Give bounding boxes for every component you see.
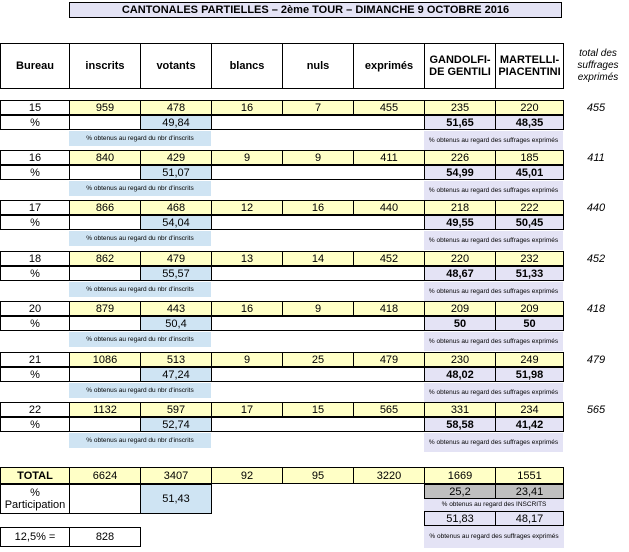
- note-inscrits: % obtenus au regard du nbr d'inscrits: [69, 231, 211, 246]
- pct-empty-cell: [69, 115, 141, 130]
- pct-votants-cell: 52,74: [140, 417, 212, 432]
- header-bureau: Bureau: [0, 43, 70, 89]
- bureau-bureau-cell: 18: [0, 251, 70, 266]
- participation-value: 51,43: [140, 484, 212, 514]
- note-inscrits: % obtenus au regard du nbr d'inscrits: [69, 383, 211, 398]
- bureau-exprimes-cell: 452: [353, 251, 425, 266]
- pct-empty-span: [211, 165, 425, 180]
- pct-label: %: [0, 417, 70, 432]
- bureau-exprimes-cell: 411: [353, 150, 425, 165]
- bureau-nuls-cell: 14: [282, 251, 354, 266]
- bureau-votants-cell: 597: [140, 402, 212, 417]
- bureau-cand1-cell: 230: [424, 352, 496, 367]
- bureau-bureau-cell: 15: [0, 100, 70, 115]
- bureau-exprimes-cell: 479: [353, 352, 425, 367]
- pct-empty-cell: [69, 367, 141, 382]
- bureau-bureau-cell: 22: [0, 402, 70, 417]
- bureau-nuls-cell: 25: [282, 352, 354, 367]
- bureau-votants-cell: 468: [140, 200, 212, 215]
- bureau-exprimes-cell: 455: [353, 100, 425, 115]
- pct-cand2-cell: 45,01: [495, 165, 564, 180]
- total-label-cell: TOTAL: [0, 467, 70, 484]
- page-title: CANTONALES PARTIELLES – 2ème TOUR – DIMANCHE 9 OCTOBRE 2016: [69, 2, 562, 18]
- pct-votants-cell: 47,24: [140, 367, 212, 382]
- pct-empty-span: [211, 417, 425, 432]
- bureau-total-cell: 411: [587, 151, 605, 164]
- bureau-cand1-cell: 209: [424, 301, 496, 316]
- bureau-total-cell: 418: [586, 302, 606, 315]
- bureau-votants-cell: 513: [140, 352, 212, 367]
- pct-label: %: [0, 115, 70, 130]
- bureau-cand1-cell: 220: [424, 251, 496, 266]
- total-cand2-cell: 1551: [495, 467, 564, 484]
- header-nuls: nuls: [282, 43, 354, 89]
- participation-label: % Participation: [0, 484, 70, 514]
- pct-empty-cell: [69, 266, 141, 281]
- bureau-inscrits-cell: 862: [69, 251, 141, 266]
- bureau-votants-cell: 479: [140, 251, 212, 266]
- bureau-total-cell: 479: [586, 353, 606, 366]
- bureau-cand2-cell: 222: [495, 200, 564, 215]
- note-suffrages: % obtenus au regard des suffrages exprimés: [424, 282, 563, 301]
- bureau-inscrits-cell: 879: [69, 301, 141, 316]
- bureau-cand2-cell: 232: [495, 251, 564, 266]
- threshold-value: 828: [69, 527, 141, 547]
- bureau-blancs-cell: 12: [211, 200, 283, 215]
- bureau-blancs-cell: 9: [211, 352, 283, 367]
- bureau-inscrits-cell: 840: [69, 150, 141, 165]
- note-suffrages: % obtenus au regard des suffrages exprimés: [424, 332, 563, 351]
- header-cand2: MARTELLI-PIACENTINI: [495, 43, 564, 89]
- header-total-suffrages: total des suffrages exprimés: [577, 48, 619, 83]
- pct-inscrits-cand2: 23,41: [495, 484, 564, 499]
- note-inscrits: % obtenus au regard du nbr d'inscrits: [69, 433, 211, 448]
- pct-suffrages-cand2: 48,17: [495, 511, 564, 526]
- pct-votants-cell: 55,57: [140, 266, 212, 281]
- pct-cand2-cell: 51,98: [495, 367, 564, 382]
- bureau-total-cell: 440: [586, 201, 606, 214]
- pct-label: %: [0, 367, 70, 382]
- pct-cand2-cell: 51,33: [495, 266, 564, 281]
- pct-cand1-cell: 48,02: [424, 367, 496, 382]
- total-blancs-cell: 92: [211, 467, 283, 484]
- bureau-bureau-cell: 20: [0, 301, 70, 316]
- bureau-nuls-cell: 7: [282, 100, 354, 115]
- note-suffrages: % obtenus au regard des suffrages exprimés: [424, 181, 563, 200]
- pct-cand1-cell: 58,58: [424, 417, 496, 432]
- bureau-nuls-cell: 9: [282, 150, 354, 165]
- header-inscrits: inscrits: [69, 43, 141, 89]
- pct-empty-span: [211, 316, 425, 331]
- bureau-total-cell: 565: [586, 403, 606, 416]
- bureau-exprimes-cell: 440: [353, 200, 425, 215]
- header-cand1: GANDOLFI-DE GENTILI: [424, 43, 496, 89]
- bureau-votants-cell: 478: [140, 100, 212, 115]
- total-exprimes-cell: 3220: [353, 467, 425, 484]
- pct-empty-cell: [69, 417, 141, 432]
- bureau-nuls-cell: 15: [282, 402, 354, 417]
- threshold-label: 12,5% =: [0, 527, 70, 547]
- total-nuls-cell: 95: [282, 467, 354, 484]
- bureau-cand2-cell: 220: [495, 100, 564, 115]
- bureau-votants-cell: 443: [140, 301, 212, 316]
- bureau-blancs-cell: 9: [211, 150, 283, 165]
- bureau-inscrits-cell: 866: [69, 200, 141, 215]
- note-inscrits: % obtenus au regard du nbr d'inscrits: [69, 181, 211, 196]
- pct-label: %: [0, 215, 70, 230]
- bureau-nuls-cell: 16: [282, 200, 354, 215]
- bureau-cand1-cell: 331: [424, 402, 496, 417]
- pct-cand2-cell: 50: [495, 316, 564, 331]
- total-cand1-cell: 1669: [424, 467, 496, 484]
- header-exprimes: exprimés: [353, 43, 425, 89]
- note-inscrits: % obtenus au regard du nbr d'inscrits: [69, 282, 211, 297]
- note-suffrages: % obtenus au regard des suffrages exprimés: [424, 231, 563, 250]
- pct-cand2-cell: 50,45: [495, 215, 564, 230]
- bureau-exprimes-cell: 565: [353, 402, 425, 417]
- note-total-inscrits: % obtenus au regard des INSCRITS: [424, 499, 564, 511]
- pct-cand1-cell: 50: [424, 316, 496, 331]
- bureau-votants-cell: 429: [140, 150, 212, 165]
- bureau-inscrits-cell: 1086: [69, 352, 141, 367]
- bureau-inscrits-cell: 959: [69, 100, 141, 115]
- pct-label: %: [0, 316, 70, 331]
- bureau-bureau-cell: 17: [0, 200, 70, 215]
- bureau-blancs-cell: 13: [211, 251, 283, 266]
- pct-cand2-cell: 41,42: [495, 417, 564, 432]
- bureau-cand2-cell: 234: [495, 402, 564, 417]
- pct-cand1-cell: 51,65: [424, 115, 496, 130]
- bureau-total-cell: 455: [586, 101, 606, 114]
- pct-votants-cell: 51,07: [140, 165, 212, 180]
- pct-empty-span: [211, 215, 425, 230]
- note-suffrages: % obtenus au regard des suffrages exprimés: [424, 383, 563, 402]
- pct-votants-cell: 50,4: [140, 316, 212, 331]
- total-inscrits-cell: 6624: [69, 467, 141, 484]
- bureau-cand2-cell: 249: [495, 352, 564, 367]
- pct-empty-cell: [69, 316, 141, 331]
- bureau-bureau-cell: 16: [0, 150, 70, 165]
- pct-empty-cell: [69, 215, 141, 230]
- bureau-cand1-cell: 226: [424, 150, 496, 165]
- pct-empty-span: [211, 367, 425, 382]
- header-votants: votants: [140, 43, 212, 89]
- pct-label: %: [0, 266, 70, 281]
- bureau-bureau-cell: 21: [0, 352, 70, 367]
- bureau-cand1-cell: 235: [424, 100, 496, 115]
- pct-cand1-cell: 54,99: [424, 165, 496, 180]
- pct-empty-span: [211, 115, 425, 130]
- note-total-suffrages: % obtenus au regard des suffrages exprimés: [424, 526, 564, 548]
- note-suffrages: % obtenus au regard des suffrages exprimés: [424, 433, 563, 452]
- bureau-inscrits-cell: 1132: [69, 402, 141, 417]
- pct-cand1-cell: 48,67: [424, 266, 496, 281]
- pct-votants-cell: 49,84: [140, 115, 212, 130]
- pct-cand1-cell: 49,55: [424, 215, 496, 230]
- pct-inscrits-cand1: 25,2: [424, 484, 496, 499]
- pct-empty-cell: [69, 165, 141, 180]
- pct-suffrages-cand1: 51,83: [424, 511, 496, 526]
- header-blancs: blancs: [211, 43, 283, 89]
- bureau-blancs-cell: 16: [211, 301, 283, 316]
- pct-cand2-cell: 48,35: [495, 115, 564, 130]
- pct-votants-cell: 54,04: [140, 215, 212, 230]
- bureau-cand1-cell: 218: [424, 200, 496, 215]
- bureau-nuls-cell: 9: [282, 301, 354, 316]
- note-inscrits: % obtenus au regard du nbr d'inscrits: [69, 332, 211, 347]
- bureau-cand2-cell: 185: [495, 150, 564, 165]
- total-votants-cell: 3407: [140, 467, 212, 484]
- bureau-total-cell: 452: [586, 252, 606, 265]
- bureau-exprimes-cell: 418: [353, 301, 425, 316]
- pct-label: %: [0, 165, 70, 180]
- bureau-blancs-cell: 16: [211, 100, 283, 115]
- participation-empty: [69, 484, 141, 514]
- note-inscrits: % obtenus au regard du nbr d'inscrits: [69, 131, 211, 146]
- bureau-blancs-cell: 17: [211, 402, 283, 417]
- bureau-cand2-cell: 209: [495, 301, 564, 316]
- pct-empty-span: [211, 266, 425, 281]
- note-suffrages: % obtenus au regard des suffrages exprimés: [424, 131, 563, 150]
